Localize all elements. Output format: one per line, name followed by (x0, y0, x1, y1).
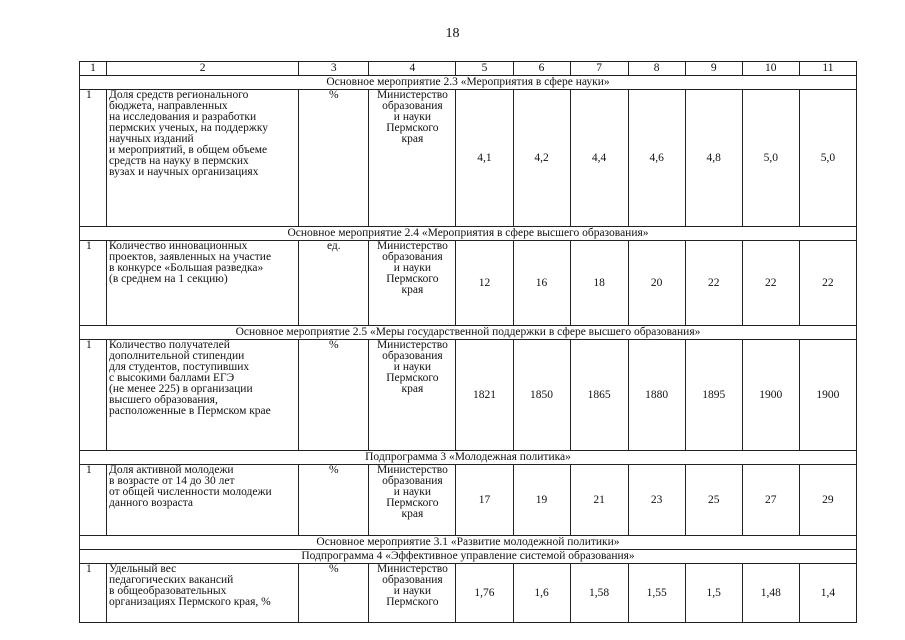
indicator-name-line: организациях Пермского края, % (109, 596, 271, 608)
value-cell: 22 (685, 241, 742, 326)
indicator-name-line: от общей численности молодежи (109, 486, 272, 498)
value-cell: 22 (742, 241, 799, 326)
responsible-line: Министерство (376, 464, 448, 476)
column-header: 6 (513, 62, 570, 76)
responsible-line: и науки (393, 111, 431, 123)
responsible-body (369, 340, 456, 451)
value-cell: 1880 (628, 340, 685, 451)
responsible-line: края (401, 284, 424, 296)
column-header: 5 (456, 62, 513, 76)
section-title: Основное мероприятие 2.3 «Мероприятия в сфере науки» (80, 76, 857, 90)
header-row (80, 62, 857, 76)
row-number: 1 (80, 90, 107, 227)
value-cell: 5,0 (799, 90, 856, 227)
responsible-line: образования (382, 350, 443, 362)
responsible-body (369, 241, 456, 326)
indicator-name-line: дополнительной стипендии (109, 350, 245, 362)
value-cell: 25 (685, 465, 742, 536)
column-header: 8 (628, 62, 685, 76)
indicator-name (107, 564, 299, 623)
responsible-line: края (401, 133, 424, 145)
responsible-line: Министерство (376, 563, 448, 575)
column-header: 3 (299, 62, 369, 76)
value-cell: 1,48 (742, 564, 799, 623)
value-cell: 4,2 (513, 90, 570, 227)
indicator-name-line: Доля активной молодежи (109, 464, 234, 476)
table-row (80, 241, 857, 326)
responsible-line: Пермского (386, 497, 439, 509)
indicator-name-line: проектов, заявленных на участие (109, 251, 272, 263)
value-cell: 4,1 (456, 90, 513, 227)
value-cell: 1,6 (513, 564, 570, 623)
value-cell: 16 (513, 241, 570, 326)
unit: % (299, 465, 369, 536)
indicator-name-line: вузах и научных организациях (109, 166, 259, 178)
column-header: 9 (685, 62, 742, 76)
responsible-line: Министерство (376, 89, 448, 101)
value-cell: 1895 (685, 340, 742, 451)
value-cell: 29 (799, 465, 856, 536)
responsible-body (369, 465, 456, 536)
table-row (80, 90, 857, 227)
value-cell: 4,8 (685, 90, 742, 227)
value-cell: 1900 (799, 340, 856, 451)
indicator-name-line: и мероприятий, в общем объеме (109, 144, 268, 156)
value-cell: 1,76 (456, 564, 513, 623)
column-header: 10 (742, 62, 799, 76)
responsible-body (369, 564, 456, 623)
responsible-line: Пермского (386, 122, 439, 134)
row-number: 1 (80, 241, 107, 326)
indicator-name-line: педагогических вакансий (109, 574, 234, 586)
column-header: 1 (80, 62, 107, 76)
column-header: 7 (570, 62, 628, 76)
indicator-name-line: Количество получателей (109, 339, 230, 351)
page-number: 18 (445, 26, 460, 41)
indicator-name-line: (не менее 225) в организации (109, 383, 253, 395)
value-cell: 1,5 (685, 564, 742, 623)
unit: % (299, 90, 369, 227)
value-cell: 20 (628, 241, 685, 326)
responsible-line: образования (382, 251, 443, 263)
column-header: 11 (799, 62, 856, 76)
indicators-table (79, 61, 857, 623)
row-number: 1 (80, 465, 107, 536)
value-cell: 1,58 (570, 564, 628, 623)
value-cell: 1821 (456, 340, 513, 451)
value-cell: 17 (456, 465, 513, 536)
table-row (80, 564, 857, 623)
section-row (80, 536, 857, 550)
value-cell: 27 (742, 465, 799, 536)
responsible-line: образования (382, 574, 443, 586)
value-cell: 4,6 (628, 90, 685, 227)
value-cell: 1,4 (799, 564, 856, 623)
indicator-name-line: Удельный вес (109, 563, 177, 575)
responsible-line: Пермского (386, 273, 439, 285)
section-row (80, 76, 857, 90)
section-title: Подпрограмма 3 «Молодежная политика» (80, 451, 857, 465)
responsible-line: Пермского (386, 596, 439, 608)
row-number: 1 (80, 340, 107, 451)
indicator-name-line: в возрасте от 14 до 30 лет (109, 475, 235, 487)
section-title: Подпрограмма 4 «Эффективное управление системой образования» (80, 550, 857, 564)
row-number: 1 (80, 564, 107, 623)
indicator-name-line: средств на науку в пермских (109, 155, 249, 167)
unit: % (299, 340, 369, 451)
indicator-name (107, 465, 299, 536)
responsible-line: края (401, 508, 424, 520)
column-header: 2 (107, 62, 299, 76)
responsible-line: Министерство (376, 240, 448, 252)
responsible-line: образования (382, 100, 443, 112)
value-cell: 1850 (513, 340, 570, 451)
indicator-name (107, 340, 299, 451)
responsible-line: и науки (393, 361, 431, 373)
value-cell: 4,4 (570, 90, 628, 227)
indicator-name-line: расположенные в Пермском крае (109, 405, 271, 417)
responsible-line: Пермского (386, 372, 439, 384)
indicator-name-line: научных изданий (109, 133, 194, 145)
section-row (80, 451, 857, 465)
responsible-line: и науки (393, 585, 431, 597)
section-title: Основное мероприятие 3.1 «Развитие молодежной политики» (80, 536, 857, 550)
value-cell: 1,55 (628, 564, 685, 623)
value-cell: 21 (570, 465, 628, 536)
indicator-name-line: для студентов, поступивших (109, 361, 250, 373)
section-row (80, 550, 857, 564)
responsible-line: Министерство (376, 339, 448, 351)
indicator-name-line: Доля средств регионального (109, 89, 249, 101)
unit: % (299, 564, 369, 623)
table-row (80, 465, 857, 536)
indicator-name-line: пермских ученых, на поддержку (109, 122, 269, 134)
indicator-name (107, 90, 299, 227)
responsible-line: образования (382, 475, 443, 487)
indicator-name-line: данного возраста (109, 497, 193, 509)
indicator-name-line: с высокими баллами ЕГЭ (109, 372, 235, 384)
indicator-name-line: на исследования и разработки (109, 111, 257, 123)
indicator-name-line: в конкурсе «Большая разведка» (109, 262, 264, 274)
responsible-line: края (401, 383, 424, 395)
indicator-name-line: высшего образования, (109, 394, 218, 406)
value-cell: 18 (570, 241, 628, 326)
value-cell: 5,0 (742, 90, 799, 227)
unit: ед. (299, 241, 369, 326)
value-cell: 22 (799, 241, 856, 326)
indicator-name-line: бюджета, направленных (109, 100, 228, 112)
section-title: Основное мероприятие 2.4 «Мероприятия в сфере высшего образования» (80, 227, 857, 241)
section-row (80, 326, 857, 340)
responsible-body (369, 90, 456, 227)
responsible-line: и науки (393, 262, 431, 274)
value-cell: 19 (513, 465, 570, 536)
indicator-name (107, 241, 299, 326)
table-row (80, 340, 857, 451)
column-header: 4 (369, 62, 456, 76)
value-cell: 1865 (570, 340, 628, 451)
section-row (80, 227, 857, 241)
indicator-name-line: в общеобразовательных (109, 585, 227, 597)
value-cell: 1900 (742, 340, 799, 451)
indicator-name-line: Количество инновационных (109, 240, 248, 252)
value-cell: 12 (456, 241, 513, 326)
value-cell: 23 (628, 465, 685, 536)
responsible-line: и науки (393, 486, 431, 498)
indicator-name-line: (в среднем на 1 секцию) (109, 273, 228, 285)
section-title: Основное мероприятие 2.5 «Меры государственной поддержки в сфере высшего образования» (80, 326, 857, 340)
